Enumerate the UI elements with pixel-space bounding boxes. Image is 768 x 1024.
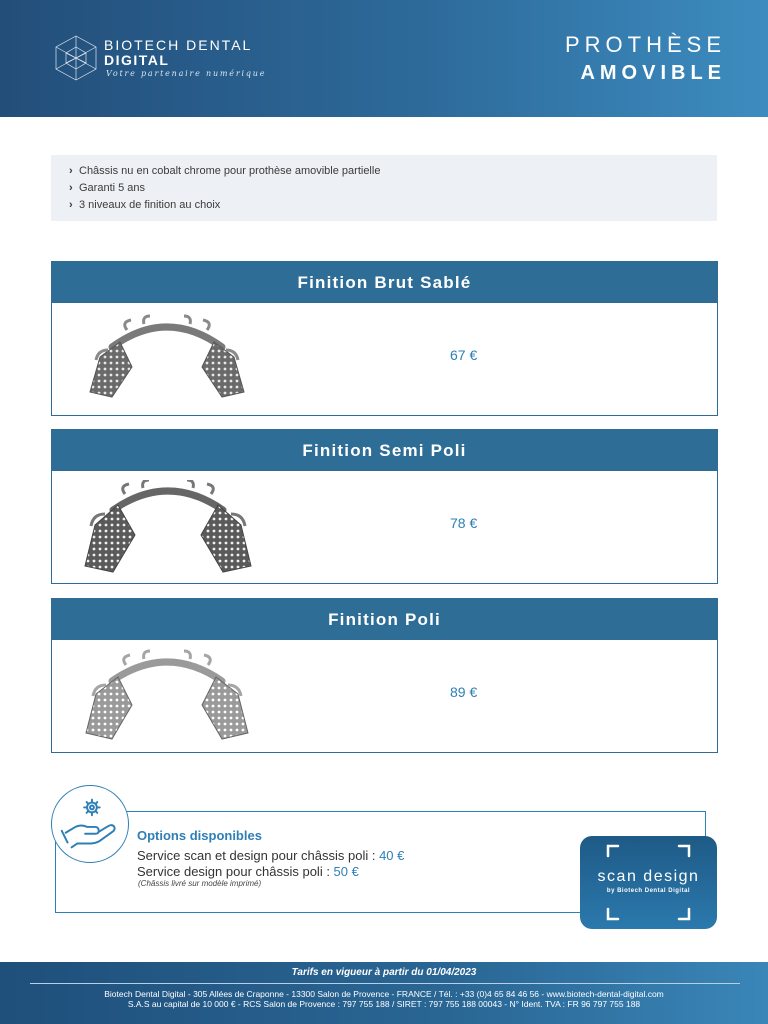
brand-name: BIOTECH DENTAL (104, 37, 253, 53)
finish-price: 67 € (450, 347, 478, 363)
options-title: Options disponibles (137, 828, 262, 843)
option-design: Service design pour châssis poli : 50 € (137, 864, 359, 879)
chevron-right-icon: › (69, 182, 73, 194)
finish-card-brut-sable (51, 261, 718, 416)
page-header (0, 0, 768, 117)
finish-price: 89 € (450, 684, 478, 700)
chevron-right-icon: › (69, 165, 73, 177)
finish-price: 78 € (450, 515, 478, 531)
option-price: 50 € (333, 864, 359, 879)
hand-gear-icon (52, 786, 128, 862)
finish-card-title: Finition Semi Poli (52, 430, 717, 471)
chassis-semi-poli-image (68, 480, 268, 580)
option-scan-design: Service scan et design pour châssis poli : 40 € (137, 848, 405, 863)
chassis-brut-image (72, 312, 262, 412)
footer-address: Biotech Dental Digital - 305 Allées de Craponne - 13300 Salon de Provence - FRANCE / Tél. : +33 (0)4 65 84 46 56 - www.biotech-dental-digital.com (104, 989, 664, 999)
brand-digital: DIGITAL (104, 52, 170, 68)
footer-legal: S.A.S au capital de 10 000 € - RCS Salon de Provence : 797 755 188 / SIRET : 797 755 188 00043 - N° Ident. TVA : FR 96 797 755 188 (127, 999, 641, 1009)
finish-card-title: Finition Brut Sablé (52, 262, 717, 303)
feature-item: › 3 niveaux de finition au choix (69, 197, 717, 214)
biotech-logo-icon (52, 34, 100, 82)
options-circle (51, 785, 129, 863)
scan-badge-title: scan design (597, 868, 700, 885)
footer-tarifs: Tarifs en vigueur à partir du 01/04/2023 (291, 967, 477, 978)
footer-divider (30, 983, 740, 984)
brand-tagline: Votre partenaire numérique (106, 69, 267, 78)
page-footer (0, 962, 768, 1024)
feature-item: › Châssis nu en cobalt chrome pour prothèse amovible partielle (69, 163, 717, 180)
page-title-line2: AMOVIBLE (580, 62, 726, 84)
features-box (51, 155, 717, 221)
page-title-line1: PROTHÈSE (564, 32, 726, 57)
chevron-right-icon: › (69, 199, 73, 211)
finish-card-title: Finition Poli (52, 599, 717, 640)
feature-item: › Garanti 5 ans (69, 180, 717, 197)
scan-badge-subtitle: by Biotech Dental Digital (606, 888, 691, 894)
finish-card-poli (51, 598, 718, 753)
finish-card-semi-poli (51, 429, 718, 584)
options-note: (Châssis livré sur modèle imprimé) (138, 879, 262, 888)
chassis-poli-image (72, 649, 262, 749)
option-price: 40 € (379, 848, 405, 863)
scan-design-badge (580, 836, 717, 929)
